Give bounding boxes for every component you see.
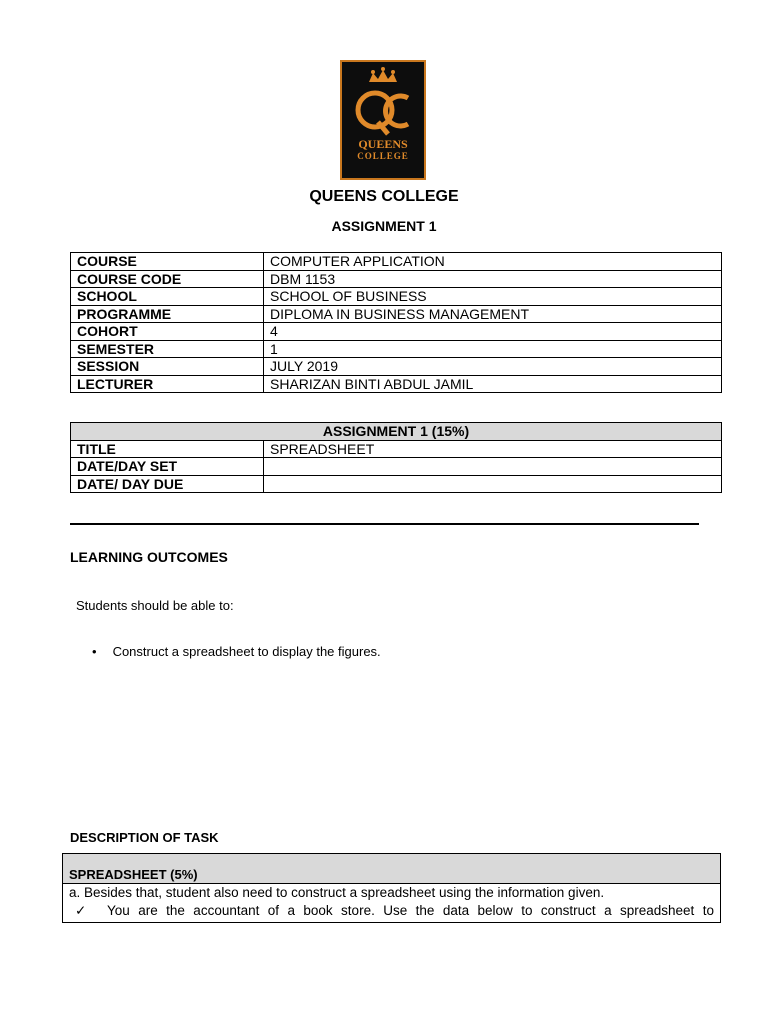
logo-name-line2: COLLEGE: [357, 151, 409, 161]
table-row: [71, 253, 722, 271]
row-key: PROGRAMME: [71, 305, 264, 323]
learning-outcomes-heading: LEARNING OUTCOMES: [70, 549, 228, 565]
assignment-title: ASSIGNMENT 1: [331, 218, 437, 234]
bullet-icon: •: [92, 644, 97, 659]
task-box-title: SPREADSHEET (5%): [63, 854, 720, 884]
row-value: COMPUTER APPLICATION: [264, 253, 722, 271]
table-row: [71, 358, 722, 376]
table-row: [71, 288, 722, 306]
task-line-a: a. Besides that, student also need to construct a spreadsheet using the information given.: [69, 885, 605, 900]
table-row: [71, 305, 722, 323]
row-key: SESSION: [71, 358, 264, 376]
row-value: [264, 458, 722, 476]
row-key: COURSE CODE: [71, 270, 264, 288]
table-row: [71, 270, 722, 288]
logo-text: [340, 138, 426, 162]
table-row: [71, 375, 722, 393]
row-key: SEMESTER: [71, 340, 264, 358]
row-value: SCHOOL OF BUSINESS: [264, 288, 722, 306]
row-value: DBM 1153: [264, 270, 722, 288]
learning-outcomes-intro: Students should be able to:: [76, 598, 234, 613]
table-row: [71, 340, 722, 358]
assignment-table-header: ASSIGNMENT 1 (15%): [71, 423, 722, 441]
table-header-row: [71, 423, 722, 441]
row-value: [264, 475, 722, 493]
description-heading: DESCRIPTION OF TASK: [70, 830, 219, 845]
checkmark-icon: ✓: [75, 903, 87, 918]
row-key: COHORT: [71, 323, 264, 341]
row-value: 4: [264, 323, 722, 341]
course-info-table: [70, 252, 722, 393]
logo-name-line1: QUEENS: [358, 137, 408, 151]
list-item-text: Construct a spreadsheet to display the figures.: [112, 644, 381, 659]
row-key: SCHOOL: [71, 288, 264, 306]
row-key: DATE/DAY SET: [71, 458, 264, 476]
table-row: [71, 458, 722, 476]
row-key: COURSE: [71, 253, 264, 271]
list-item: [92, 644, 381, 659]
row-value: DIPLOMA IN BUSINESS MANAGEMENT: [264, 305, 722, 323]
row-key: TITLE: [71, 440, 264, 458]
row-value: 1: [264, 340, 722, 358]
table-row: [71, 323, 722, 341]
task-check-item: [63, 901, 720, 920]
task-check-text: You are the accountant of a book store. Use the data below to construct a spreadsheet to: [107, 903, 714, 918]
table-row: [71, 475, 722, 493]
row-key: DATE/ DAY DUE: [71, 475, 264, 493]
college-logo: [340, 60, 426, 180]
row-key: LECTURER: [71, 375, 264, 393]
horizontal-divider: [70, 523, 699, 525]
assignment-info-table: [70, 422, 722, 493]
task-box: [62, 853, 721, 923]
row-value: JULY 2019: [264, 358, 722, 376]
row-value: SPREADSHEET: [264, 440, 722, 458]
college-title: QUEENS COLLEGE: [309, 188, 459, 205]
table-row: [71, 440, 722, 458]
row-value: SHARIZAN BINTI ABDUL JAMIL: [264, 375, 722, 393]
